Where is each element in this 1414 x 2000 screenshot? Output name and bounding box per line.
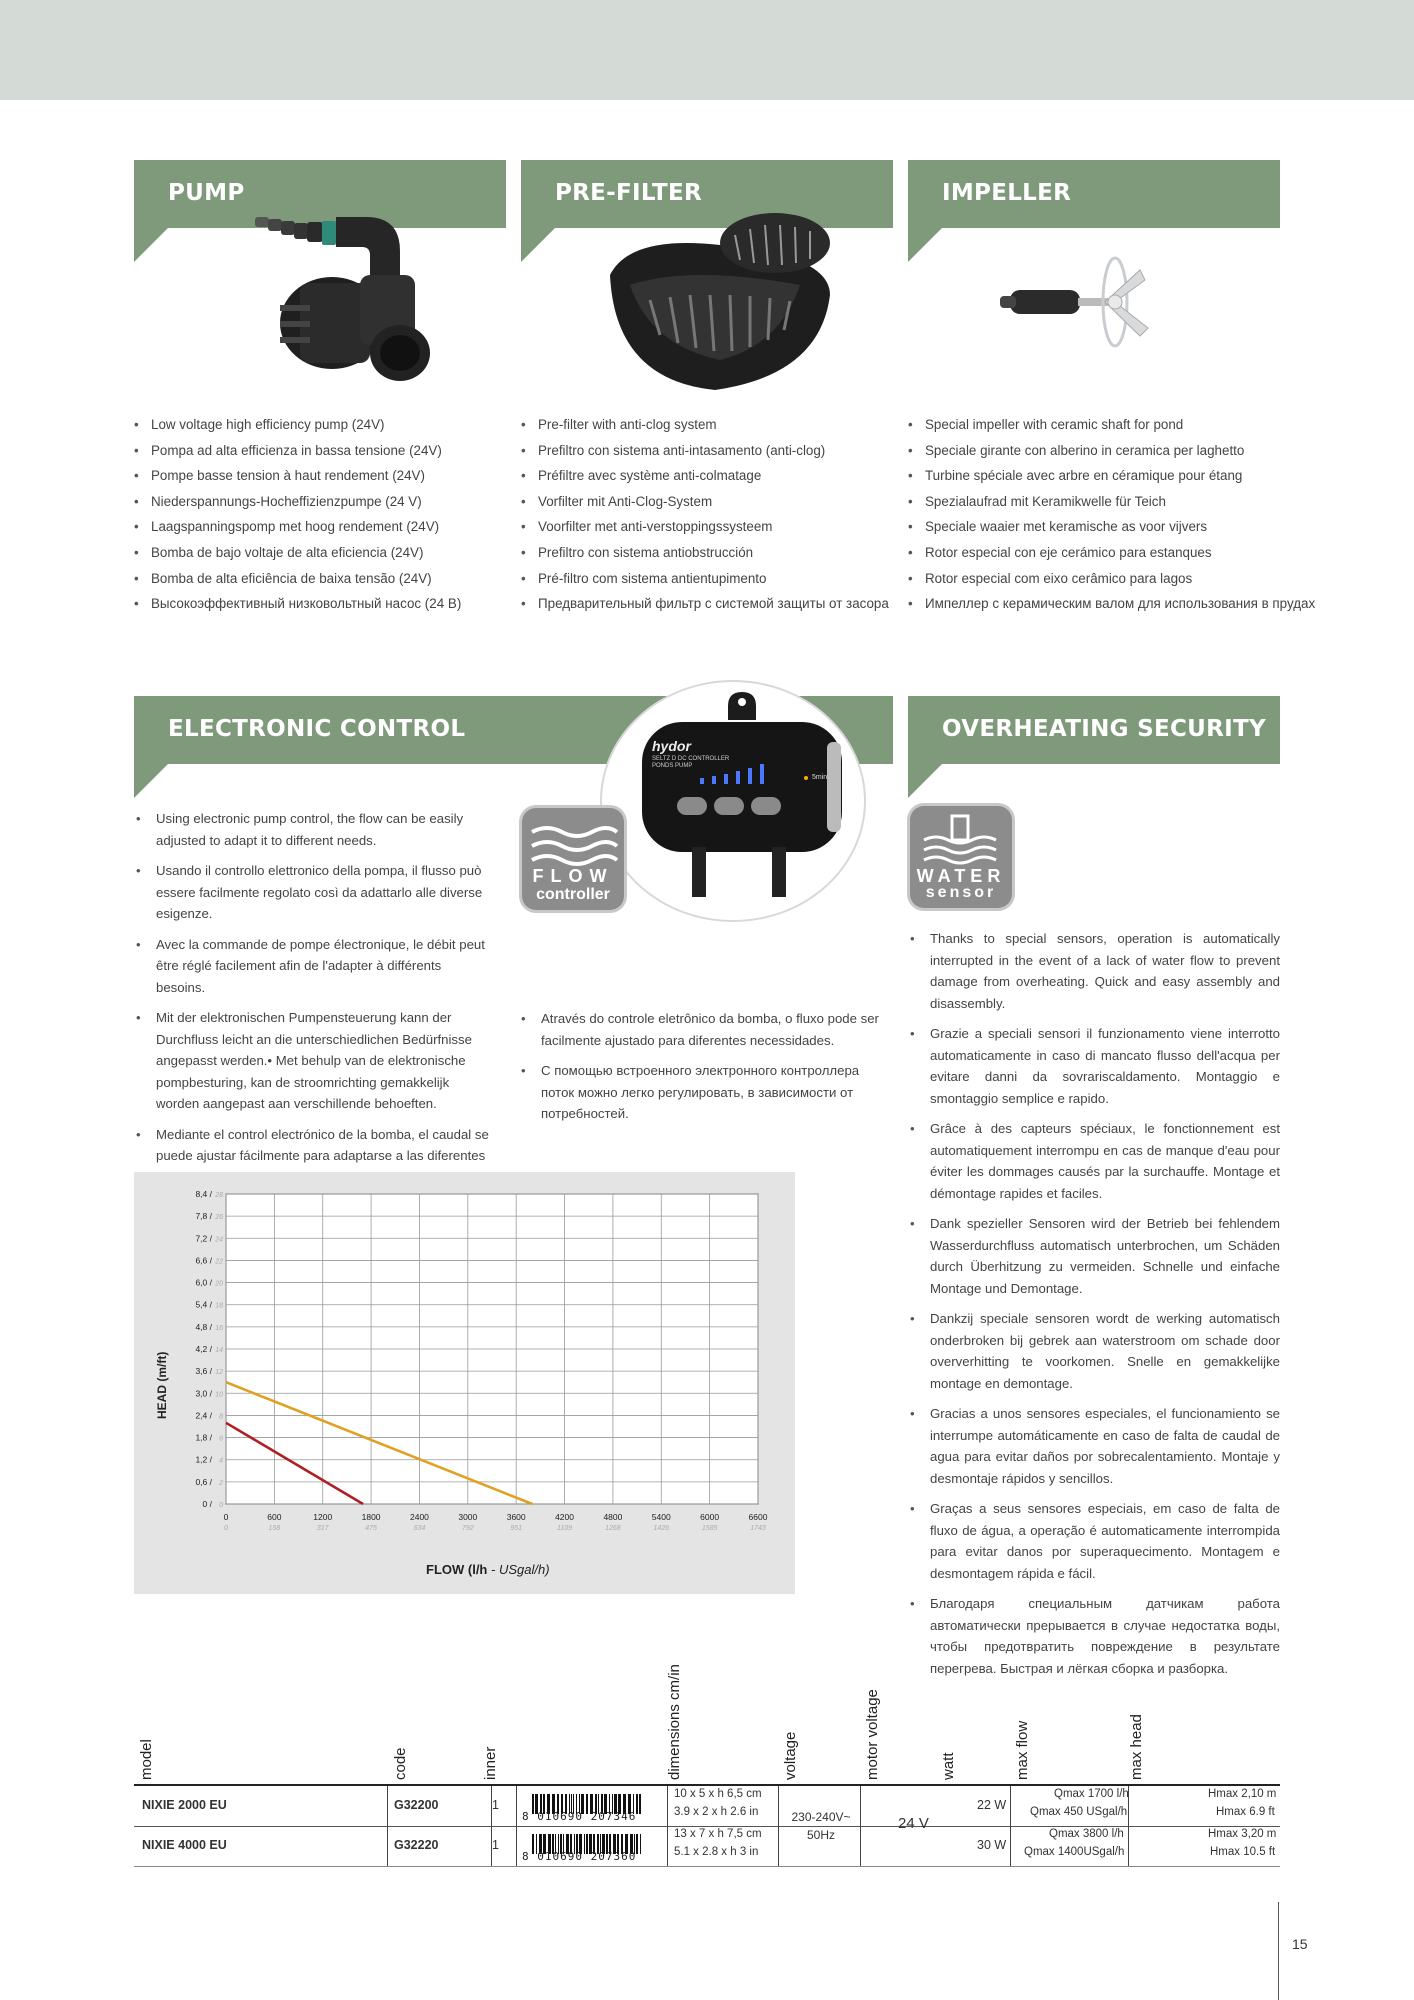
controller-5min: 5min — [812, 774, 828, 781]
barcode-number: 8 010690 207360 — [522, 1850, 637, 1863]
y-tick-label: 5,4 / — [195, 1299, 212, 1310]
electronic-item: • Mediante el control electrónico de la bomba, el caudal se puede ajustar fácilmente para adaptarse a las diferentes — [134, 1124, 494, 1189]
voltage-cell: 230-240V~ 50Hz — [791, 1810, 851, 1842]
impeller-item: • Spezialaufrad mit Keramikwelle für Teich — [908, 489, 1315, 515]
y-tick-label: 0 / — [202, 1499, 212, 1509]
x-axis-label-unit: - USgal/h) — [491, 1562, 550, 1577]
row-head-ft: Hmax 6.9 ft — [1216, 1806, 1275, 1818]
x-tick-label-secondary: 634 — [413, 1525, 426, 1532]
impeller-item: • Импеллер с керамическим валом для использования в прудах — [908, 591, 1315, 617]
motor-voltage-cell: 24 V — [898, 1815, 929, 1832]
flow-controller-icon — [522, 808, 624, 910]
y-tick-label: 1,2 / — [195, 1454, 212, 1465]
water-icon-sublabel: sensor — [925, 884, 997, 901]
overheating-title: OVERHEATING SECURITY — [942, 716, 1266, 742]
overheating-item: • Graças a seus sensores especiais, em caso de falta de fluxo de água, a operação é automaticamente interrompida para evitar danos por superaquecimento. Montagem e desmontagem rápida e fácil. — [908, 1498, 1280, 1584]
page-number: 15 — [1292, 1936, 1308, 1952]
x-tick-label-secondary: 0 — [224, 1525, 228, 1532]
electronic-list-right — [519, 1008, 889, 1134]
x-tick-label: 0 — [223, 1512, 229, 1522]
overheating-banner — [908, 696, 1280, 764]
table-row — [134, 1786, 1280, 1826]
y-tick-label: 0,6 / — [195, 1476, 212, 1487]
row-inner: 1 — [492, 1838, 499, 1852]
y-tick-label: 8,4 / — [195, 1189, 212, 1199]
row-model: NIXIE 4000 EU — [142, 1838, 227, 1852]
impeller-item: • Rotor especial con eje cerámico para estanques — [908, 540, 1315, 566]
y-tick-label-secondary: 26 — [215, 1214, 223, 1222]
row-inner: 1 — [492, 1798, 499, 1812]
row-watt: 22 W — [977, 1798, 1007, 1812]
th-code: code — [392, 1747, 409, 1780]
y-tick-label: 3,6 / — [195, 1366, 212, 1377]
row-flow-lh: Qmax 1700 l/h — [1054, 1788, 1129, 1800]
pump-title: PUMP — [168, 180, 245, 206]
y-tick-label-secondary: 10 — [215, 1391, 223, 1399]
overheating-item: • Dank spezieller Sensoren wird der Betrieb bei fehlendem Wasserdurchfluss automatisch unterbrochen, um Schäden durch Überhitzung zu vermeiden. Schnelle und einfache Montage und Demontage. — [908, 1213, 1280, 1299]
overheating-item: • Dankzij speciale sensoren wordt de werking automatisch onderbroken bij gebrek aan waterstroom om schade door oververhitting te voorkomen. Snelle en gemakkelijke montage en demontage. — [908, 1308, 1280, 1394]
pump-list — [134, 412, 461, 617]
y-tick-label-secondary: 8 — [219, 1413, 223, 1421]
overheating-item: • Благодаря специальным датчикам работа автоматически прерывается в случае недостатка воды, чтобы предотвратить повреждение в результате перегрева. Быстрая и лёгкая сборка и разборка. — [908, 1593, 1280, 1679]
y-tick-label-secondary: 14 — [215, 1347, 223, 1354]
flow-icon-sublabel: controller — [536, 886, 610, 903]
x-tick-label-secondary: 951 — [510, 1525, 523, 1532]
x-axis-label — [426, 1562, 550, 1577]
overheating-item: • Thanks to special sensors, operation is automatically interrupted in the event of a lack of water flow to prevent damage from overheating. Quick and easy assembly and disassembly. — [908, 928, 1280, 1014]
y-tick-label: 2,4 / — [195, 1410, 212, 1421]
x-tick-label-secondary: 475 — [365, 1525, 377, 1532]
impeller-title: IMPELLER — [942, 180, 1072, 206]
water-icon-label: WATER — [916, 866, 1006, 886]
impeller-item: • Speciale girante con alberino in ceramica per laghetto — [908, 438, 1315, 464]
electronic-item: • Using electronic pump control, the flow can be easily adjusted to adapt it to different needs. — [134, 808, 494, 851]
electronic-list-left — [134, 808, 494, 1197]
x-tick-label-secondary: 158 — [268, 1525, 281, 1532]
impeller-item: • Special impeller with ceramic shaft for pond — [908, 412, 1315, 438]
electronic-item: • С помощью встроенного электронного контроллера поток можно легко регулировать, в зависимости от потребностей. — [519, 1060, 889, 1125]
x-tick-label: 1800 — [361, 1512, 381, 1522]
y-tick-label: 4,8 / — [195, 1321, 212, 1332]
row-head-m: Hmax 2,10 m — [1208, 1788, 1277, 1800]
y-tick-label: 7,8 / — [195, 1211, 212, 1222]
prefilter-item: • Pré-filtro com sistema antientupimento — [521, 566, 889, 592]
prefilter-item: • Prefiltro con sistema antiobstrucción — [521, 540, 889, 566]
page-number-rule — [1278, 1902, 1279, 2000]
electronic-item: • Avec la commande de pompe électronique, le débit peut être réglé facilement afin de l'adapter à différents besoins. — [134, 934, 494, 999]
controller-subtitle: SELTZ D DC CONTROLLER PONDS PUMP — [652, 756, 730, 769]
th-max-flow: max flow — [1014, 1720, 1031, 1780]
prefilter-list — [521, 412, 889, 617]
impeller-item: • Speciale waaier met keramische as voor vijvers — [908, 514, 1315, 540]
overheating-item: • Gracias a unos sensores especiales, el funcionamiento se interrumpe automáticamente en caso de falta de caudal de agua para evitar daños por sobrecalentamiento. Montaje y desmontaje rápidos y sencillos. — [908, 1403, 1280, 1489]
x-tick-label: 4800 — [603, 1512, 623, 1522]
row-dimensions-cm: 10 x 5 x h 6,5 cm — [674, 1788, 762, 1800]
y-tick-label: 6,0 / — [195, 1277, 212, 1288]
impeller-item: • Turbine spéciale avec arbre en céramique pour étang — [908, 463, 1315, 489]
th-inner: inner — [482, 1746, 499, 1780]
electronic-item: • Mit der elektronischen Pumpensteuerung kann der Durchfluss leicht an die unterschiedlichen Bedürfnisse angepasst werden.• Met behulp van de elektronische pompbesturing, kan de stroomrichting gemakkelijk worden aangepast aan verschillende behoeften. — [134, 1007, 494, 1115]
row-watt: 30 W — [977, 1838, 1007, 1852]
y-axis-label: HEAD (m/ft) — [155, 1351, 169, 1419]
x-tick-label: 1200 — [313, 1512, 333, 1522]
pump-item: • Bomba de alta eficiência de baixa tensão (24V) — [134, 566, 461, 592]
y-tick-label-secondary: 6 — [219, 1435, 223, 1443]
overheating-item: • Grazie a speciali sensori il funzionamento viene interrotto automaticamente in caso di mancato flusso dell'acqua per evitare danni da sovrariscaldamento. Montaggio e smontaggio semplice e rapido. — [908, 1023, 1280, 1109]
controller-brand: hydor — [652, 738, 691, 754]
row-flow-usgal: Qmax 450 USgal/h — [1030, 1806, 1128, 1818]
th-model: model — [138, 1739, 155, 1780]
pump-item: • Laagspanningspomp met hoog rendement (24V) — [134, 514, 461, 540]
pump-item: • Niederspannungs-Hocheffizienzpumpe (24 V) — [134, 489, 461, 515]
x-tick-label: 4200 — [555, 1512, 575, 1522]
impeller-image — [990, 250, 1190, 360]
x-tick-label: 3000 — [458, 1512, 478, 1522]
row-flow-usgal: Qmax 1400USgal/h — [1024, 1846, 1125, 1858]
impeller-banner — [908, 160, 1280, 228]
pump-item: • Pompa ad alta efficienza in bassa tensione (24V) — [134, 438, 461, 464]
table-row — [134, 1826, 1280, 1866]
prefilter-item: • Prefiltro con sistema anti-intasamento (anti-clog) — [521, 438, 889, 464]
y-tick-label: 1,8 / — [195, 1432, 212, 1443]
y-tick-label-secondary: 28 — [215, 1192, 223, 1199]
prefilter-item: • Vorfilter mit Anti-Clog-System — [521, 489, 889, 515]
y-tick-label-secondary: 12 — [215, 1369, 223, 1377]
pump-item: • Pompe basse tension à haut rendement (24V) — [134, 463, 461, 489]
barcode-bar — [640, 1834, 641, 1854]
x-tick-label: 5400 — [651, 1512, 671, 1522]
pump-image — [240, 205, 470, 395]
prefilter-item: • Voorfilter met anti-verstoppingssysteem — [521, 514, 889, 540]
prefilter-title: PRE-FILTER — [555, 180, 703, 206]
x-tick-label: 600 — [267, 1512, 282, 1522]
x-tick-label: 6000 — [700, 1512, 720, 1522]
impeller-list — [908, 412, 1315, 617]
y-tick-label: 6,6 / — [195, 1255, 212, 1266]
row-dimensions-cm: 13 x 7 x h 7,5 cm — [674, 1828, 762, 1840]
row-dimensions-in: 5.1 x 2.8 x h 3 in — [674, 1846, 759, 1858]
y-tick-label-secondary: 20 — [215, 1280, 223, 1288]
x-tick-label: 2400 — [409, 1512, 429, 1522]
y-tick-label-secondary: 16 — [215, 1324, 223, 1332]
y-tick-label-secondary: 4 — [219, 1457, 223, 1465]
row-head-ft: Hmax 10.5 ft — [1210, 1846, 1276, 1858]
th-max-head: max head — [1128, 1714, 1145, 1780]
electronic-item: • Usando il controllo elettronico della pompa, il flusso può essere facilmente regolato così da adattarlo alle diverse esigenze. — [134, 860, 494, 925]
prefilter-item: • Предварительный фильтр с системой защиты от засора — [521, 591, 889, 617]
row-model: NIXIE 2000 EU — [142, 1798, 227, 1812]
th-motor-voltage: motor voltage — [864, 1689, 881, 1780]
x-tick-label-secondary: 317 — [316, 1525, 329, 1532]
overheating-item: • Grâce à des capteurs spéciaux, le fonctionnement est automatiquement interrompu en cas de manque d'eau pour éviter les dommages causés par la surchauffe. Montage et démontage rapides et faciles. — [908, 1118, 1280, 1204]
y-tick-label-secondary: 18 — [215, 1302, 223, 1310]
x-tick-label-secondary: 1268 — [605, 1525, 621, 1532]
electronic-item: • Através do controle eletrônico da bomba, o fluxo pode ser facilmente ajustado para diferentes necessidades. — [519, 1008, 889, 1051]
y-tick-label-secondary: 22 — [215, 1258, 223, 1266]
x-tick-label-secondary: 1743 — [750, 1525, 766, 1532]
x-tick-label-secondary: 1585 — [701, 1525, 718, 1532]
pump-item: • Bomba de bajo voltaje de alta eficiencia (24V) — [134, 540, 461, 566]
x-axis-label-main: FLOW (l/h — [426, 1562, 488, 1577]
th-watt: watt — [940, 1752, 957, 1780]
flow-icon-label: FLOW — [532, 866, 614, 886]
y-tick-label-secondary: 2 — [219, 1479, 223, 1487]
y-tick-label: 3,0 / — [195, 1388, 212, 1399]
y-tick-label: 4,2 / — [195, 1344, 212, 1354]
x-tick-label-secondary: 1426 — [653, 1525, 670, 1532]
barcode-bar — [639, 1794, 641, 1814]
header-band — [0, 0, 1414, 100]
y-tick-label-secondary: 24 — [215, 1236, 223, 1244]
x-tick-label-secondary: 792 — [461, 1525, 474, 1532]
y-tick-label-secondary: 0 — [219, 1502, 223, 1509]
prefilter-item: • Préfiltre avec système anti-colmatage — [521, 463, 889, 489]
row-code: G32220 — [394, 1838, 439, 1852]
y-tick-label: 7,2 / — [195, 1233, 212, 1244]
row-head-m: Hmax 3,20 m — [1208, 1828, 1277, 1840]
x-tick-label-secondary: 1109 — [557, 1525, 573, 1532]
x-tick-label: 6600 — [748, 1512, 768, 1522]
barcode-number: 8 010690 207346 — [522, 1810, 637, 1823]
performance-chart — [134, 1172, 795, 1594]
electronic-title: ELECTRONIC CONTROL — [168, 716, 466, 742]
row-code: G32200 — [394, 1798, 439, 1812]
row-dimensions-in: 3.9 x 2 x h 2.6 in — [674, 1806, 759, 1818]
chart-svg — [134, 1172, 795, 1594]
x-tick-label: 3600 — [506, 1512, 526, 1522]
th-dimensions: dimensions cm/in — [666, 1664, 683, 1780]
prefilter-image — [600, 205, 850, 395]
prefilter-item: • Pre-filter with anti-clog system — [521, 412, 889, 438]
overheating-list — [908, 928, 1280, 1688]
th-voltage: voltage — [782, 1731, 799, 1780]
pump-item: • Высокоэффективный низковольтный насос (24 В) — [134, 591, 461, 617]
pump-item: • Low voltage high efficiency pump (24V) — [134, 412, 461, 438]
row-flow-lh: Qmax 3800 l/h — [1049, 1828, 1124, 1840]
impeller-item: • Rotor especial com eixo cerâmico para lagos — [908, 566, 1315, 592]
water-sensor-icon — [910, 806, 1012, 908]
controller-image — [600, 680, 866, 922]
